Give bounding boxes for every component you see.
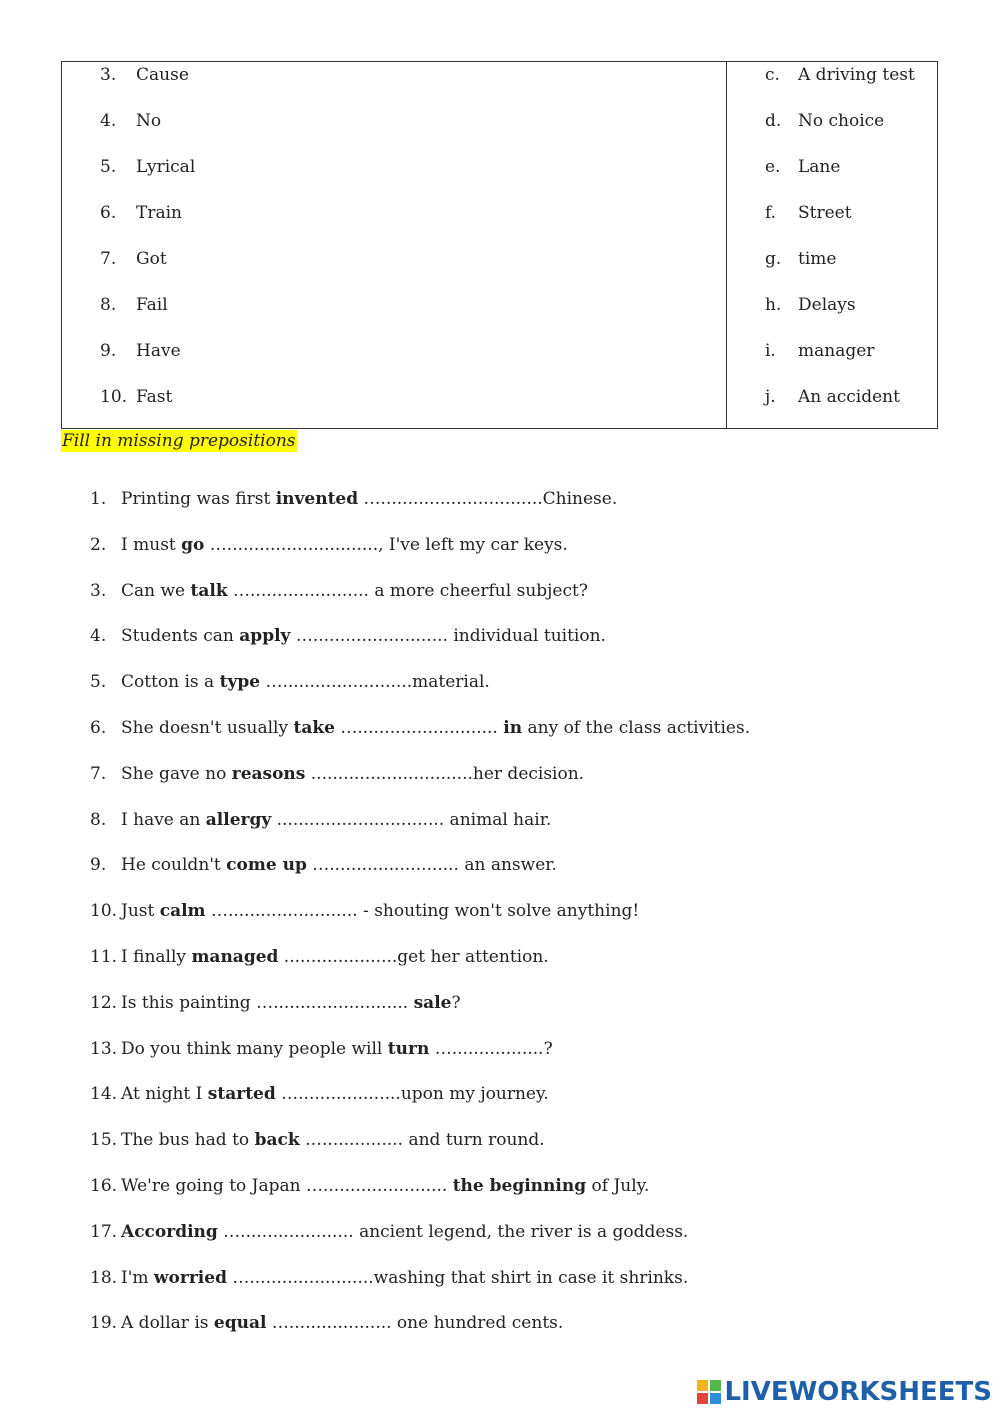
exercise-blank-text: …......................... individual tuition. [290, 626, 606, 647]
exercise-item [90, 534, 750, 580]
exercise-number: 15. [90, 1130, 118, 1151]
exercise-keyword: started [207, 1084, 276, 1105]
match-left-item [100, 111, 161, 131]
exercise-keyword: managed [191, 946, 279, 967]
exercise-blank-text: ….......................washing that shirt in case it shrinks. [226, 1267, 689, 1288]
match-right-letter: i. [765, 341, 776, 361]
match-right-item [765, 65, 915, 85]
match-left-number: 9. [100, 341, 117, 361]
exercise-number: 6. [90, 717, 107, 738]
exercise-item [90, 946, 750, 992]
exercise-keyword: go [181, 534, 205, 555]
liveworksheets-logo [697, 1377, 992, 1407]
exercise-text: She doesn't usually [121, 717, 294, 738]
exercise-blank-text: …...................upon my journey. [275, 1084, 549, 1105]
exercise-number: 5. [90, 672, 107, 693]
exercise-item [90, 854, 750, 900]
match-left-item [100, 65, 189, 85]
exercise-text: The bus had to [121, 1130, 255, 1151]
exercise-item [90, 1129, 750, 1175]
exercise-blank-text: ..............................her decision. [305, 763, 585, 784]
match-right-item [765, 387, 900, 407]
match-left-number: 7. [100, 249, 117, 269]
exercise-item [90, 488, 750, 534]
match-right-text: time [798, 249, 837, 269]
exercise-keyword: calm [159, 901, 206, 922]
exercise-blank-text: ? [451, 992, 461, 1013]
match-left-number: 8. [100, 295, 117, 315]
exercise-keyword: worried [153, 1267, 227, 1288]
exercise-number: 17. [90, 1221, 118, 1242]
match-right-item [765, 249, 836, 269]
exercise-item [90, 580, 750, 626]
exercise-keyword: back [254, 1130, 300, 1151]
match-left-item [100, 341, 181, 361]
exercise-text: Printing was first [121, 489, 276, 509]
match-left-text: Got [136, 249, 167, 269]
exercise-number: 10. [90, 901, 118, 922]
exercise-text: She gave no [121, 763, 232, 784]
exercise-number: 13. [90, 1038, 118, 1059]
match-right-text: Street [798, 203, 852, 223]
match-left-number: 5. [100, 157, 117, 177]
exercise-text: At night I [121, 1084, 208, 1105]
match-right-letter: c. [765, 65, 780, 85]
exercise-blank-text: .....................get her attention. [278, 946, 549, 967]
exercise-number: 18. [90, 1267, 118, 1288]
exercise-text: He couldn't [121, 855, 227, 876]
logo-icon [697, 1380, 721, 1404]
exercise-keyword: invented [275, 489, 359, 509]
match-left-number: 4. [100, 111, 117, 131]
exercise-keyword: apply [239, 626, 291, 647]
match-right-letter: d. [765, 111, 782, 131]
exercise-blank-text: ............................... animal hair. [271, 809, 552, 830]
exercise-blank-text: of July. [586, 1175, 650, 1196]
exercise-item [90, 992, 750, 1038]
exercise-item [90, 1038, 750, 1084]
exercise-blank-text: …........................ - shouting won't solve anything! [205, 901, 640, 922]
match-left-item [100, 249, 167, 269]
match-right-text: manager [798, 341, 875, 361]
exercise-item [90, 1083, 750, 1129]
exercise-keyword: take [293, 717, 335, 738]
exercise-number: 16. [90, 1175, 118, 1196]
exercise-item [90, 809, 750, 855]
match-left-item [100, 295, 168, 315]
exercise-number: 3. [90, 580, 107, 601]
exercise-item [90, 625, 750, 671]
exercise-text: Can we [121, 580, 191, 601]
exercise-text: Cotton is a [121, 672, 220, 693]
match-right-letter: j. [765, 387, 776, 407]
match-right-text: A driving test [798, 65, 915, 85]
exercise-item [90, 1312, 750, 1358]
match-right-letter: f. [765, 203, 777, 223]
exercise-item [90, 763, 750, 809]
exercise-number: 14. [90, 1084, 118, 1105]
exercise-text: any of the class activities. [522, 717, 751, 738]
exercise-keyword: allergy [205, 809, 272, 830]
exercise-number: 1. [90, 489, 107, 509]
exercise-item [90, 717, 750, 763]
exercise-item [90, 900, 750, 946]
logo-text: LIVEWORKSHEETS [724, 1377, 992, 1407]
match-right-text: Delays [798, 295, 856, 315]
table-divider [726, 62, 727, 428]
exercise-number: 4. [90, 626, 107, 647]
match-right-text: No choice [798, 111, 885, 131]
exercise-blank-text: …..................... ancient legend, the river is a goddess. [217, 1221, 689, 1242]
exercise-blank-text: …........................material. [260, 672, 490, 693]
exercise-blank-text: …................... one hundred cents. [266, 1313, 564, 1334]
exercise-item [90, 1221, 750, 1267]
match-right-item [765, 295, 856, 315]
match-left-number: 3. [100, 65, 117, 85]
exercise-keyword: equal [213, 1313, 267, 1334]
match-left-item [100, 157, 195, 177]
match-left-item [100, 387, 172, 407]
match-left-text: Have [136, 341, 181, 361]
exercise-item [90, 671, 750, 717]
match-right-letter: e. [765, 157, 781, 177]
match-right-letter: g. [765, 249, 782, 269]
match-right-letter: h. [765, 295, 782, 315]
match-right-text: Lane [798, 157, 841, 177]
exercise-text: I finally [121, 946, 192, 967]
exercise-text: Is this painting …......................... [121, 992, 414, 1013]
exercise-blank-text: …............................, I've left my car keys. [204, 534, 568, 555]
exercise-number: 19. [90, 1313, 118, 1334]
match-left-text: Lyrical [136, 157, 196, 177]
exercise-keyword: come up [226, 855, 307, 876]
exercise-blank-text: ….......................... [334, 717, 504, 738]
exercise-item [90, 1175, 750, 1221]
exercise-number: 12. [90, 992, 118, 1013]
exercise-text: Do you think many people will [121, 1038, 388, 1059]
exercise-text: I must [121, 534, 182, 555]
exercise-keyword: According [121, 1221, 218, 1242]
match-right-item [765, 111, 884, 131]
matching-table [61, 61, 938, 429]
match-left-text: Fast [136, 387, 173, 407]
exercise-number: 11. [90, 946, 118, 967]
match-right-text: An accident [798, 387, 900, 407]
exercise-keyword: in [503, 717, 523, 738]
exercise-number: 7. [90, 763, 107, 784]
exercise-blank-text: …...................... a more cheerful subject? [227, 580, 588, 601]
exercise-keyword: reasons [231, 763, 306, 784]
match-left-text: Train [136, 203, 182, 223]
exercise-text: Just [121, 901, 160, 922]
exercise-keyword: turn [387, 1038, 430, 1059]
match-left-text: Fail [136, 295, 168, 315]
match-left-item [100, 203, 182, 223]
match-right-item [765, 203, 852, 223]
exercise-list [90, 488, 750, 1358]
exercise-keyword: talk [190, 580, 228, 601]
exercise-blank-text: …........................ an answer. [306, 855, 557, 876]
match-left-text: No [136, 111, 162, 131]
match-left-text: Cause [136, 65, 189, 85]
exercise-number: 8. [90, 809, 107, 830]
exercise-blank-text: …............... and turn round. [299, 1130, 545, 1151]
exercise-keyword: type [219, 672, 261, 693]
exercise-number: 2. [90, 534, 107, 555]
match-left-number: 10. [100, 387, 128, 407]
exercise-blank-text: ….................? [429, 1038, 553, 1059]
exercise-item [90, 1267, 750, 1313]
exercise-text: Students can [121, 626, 240, 647]
exercise-blank-text: …..............................Chinese. [358, 489, 618, 509]
exercise-text: We're going to Japan …....................... [121, 1175, 453, 1196]
exercise-text: I'm [121, 1267, 154, 1288]
section-heading: Fill in missing prepositions [62, 431, 296, 451]
exercise-text: I have an [121, 809, 206, 830]
match-right-item [765, 341, 874, 361]
match-right-item [765, 157, 840, 177]
match-left-number: 6. [100, 203, 117, 223]
exercise-number: 9. [90, 855, 107, 876]
exercise-keyword: sale [413, 992, 452, 1013]
exercise-keyword: the beginning [452, 1175, 587, 1196]
exercise-text: A dollar is [121, 1313, 214, 1334]
